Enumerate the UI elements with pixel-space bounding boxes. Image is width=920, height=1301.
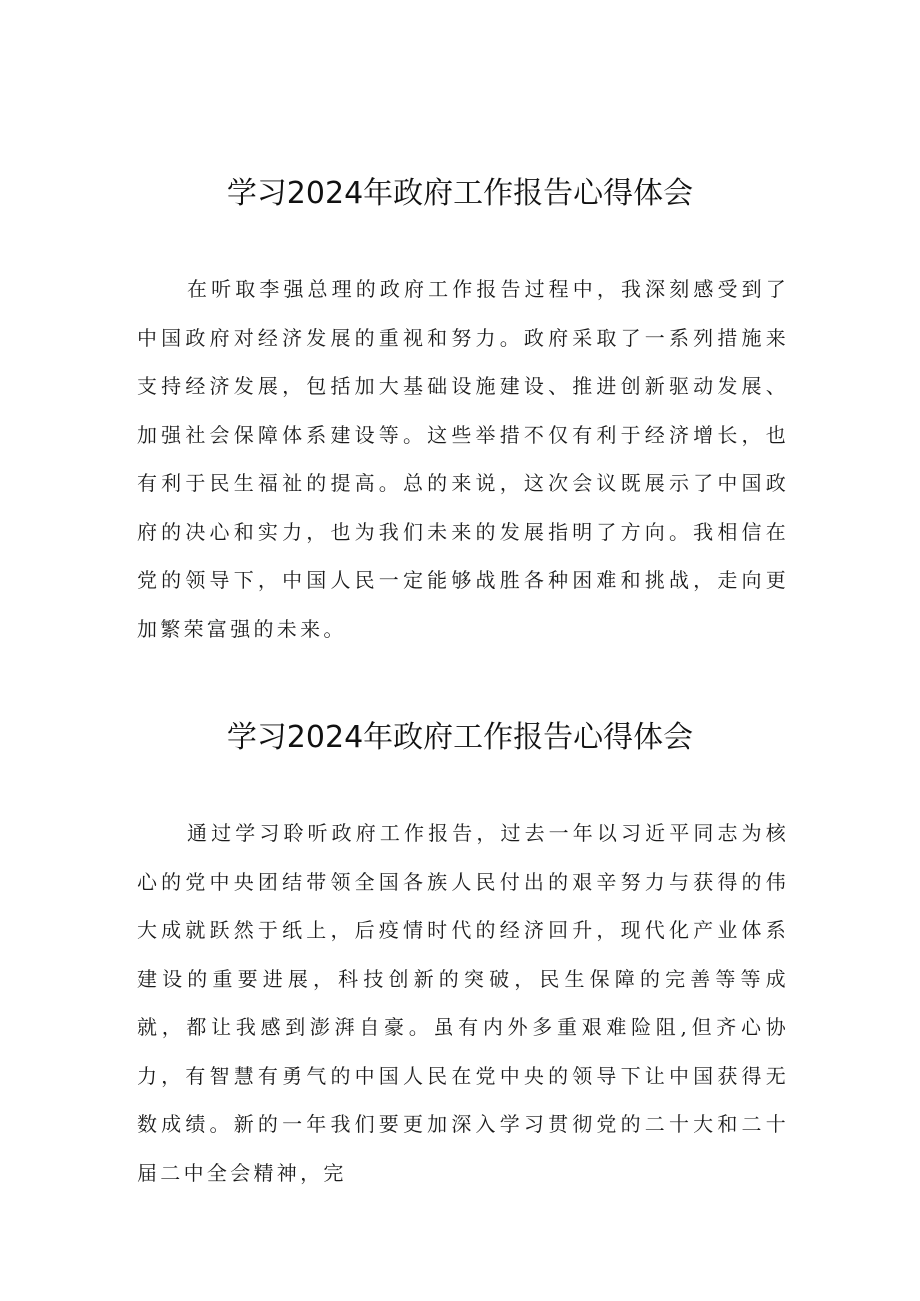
section-2-title: 学习2024年政府工作报告心得体会 — [226, 720, 694, 755]
section-1-body: 在听取李强总理的政府工作报告过程中，我深刻感受到了中国政府对经济发展的重视和努力。政府采取了一系列措施来支持经济发展，包括加大基础设施建设、推进创新驱动发展、加强社会保障体系建设等。这些举措不仅有利于经济增长，也有利于民生福祉的提高。总的来说，这次会议既展示了中国政府的决心和实力，也为我们未来的发展指明了方向。我相信在党的领导下，中国人民一定能够战胜各种困难和挑战，走向更加繁荣富强的未来。 — [137, 277, 789, 641]
section-1-title: 学习2024年政府工作报告心得体会 — [226, 176, 694, 211]
section-2-body: 通过学习聆听政府工作报告，过去一年以习近平同志为核心的党中央团结带领全国各族人民付出的艰辛努力与获得的伟大成就跃然于纸上，后疫情时代的经济回升，现代化产业体系建设的重要进展，科技创新的突破，民生保障的完善等等成就，都让我感到澎湃自豪。虽有内外多重艰难险阻,但齐心协力，有智慧有勇气的中国人民在党中央的领导下让中国获得无数成绩。新的一年我们要更加深入学习贯彻党的二十大和二十届二中全会精神，完 — [137, 821, 789, 1185]
